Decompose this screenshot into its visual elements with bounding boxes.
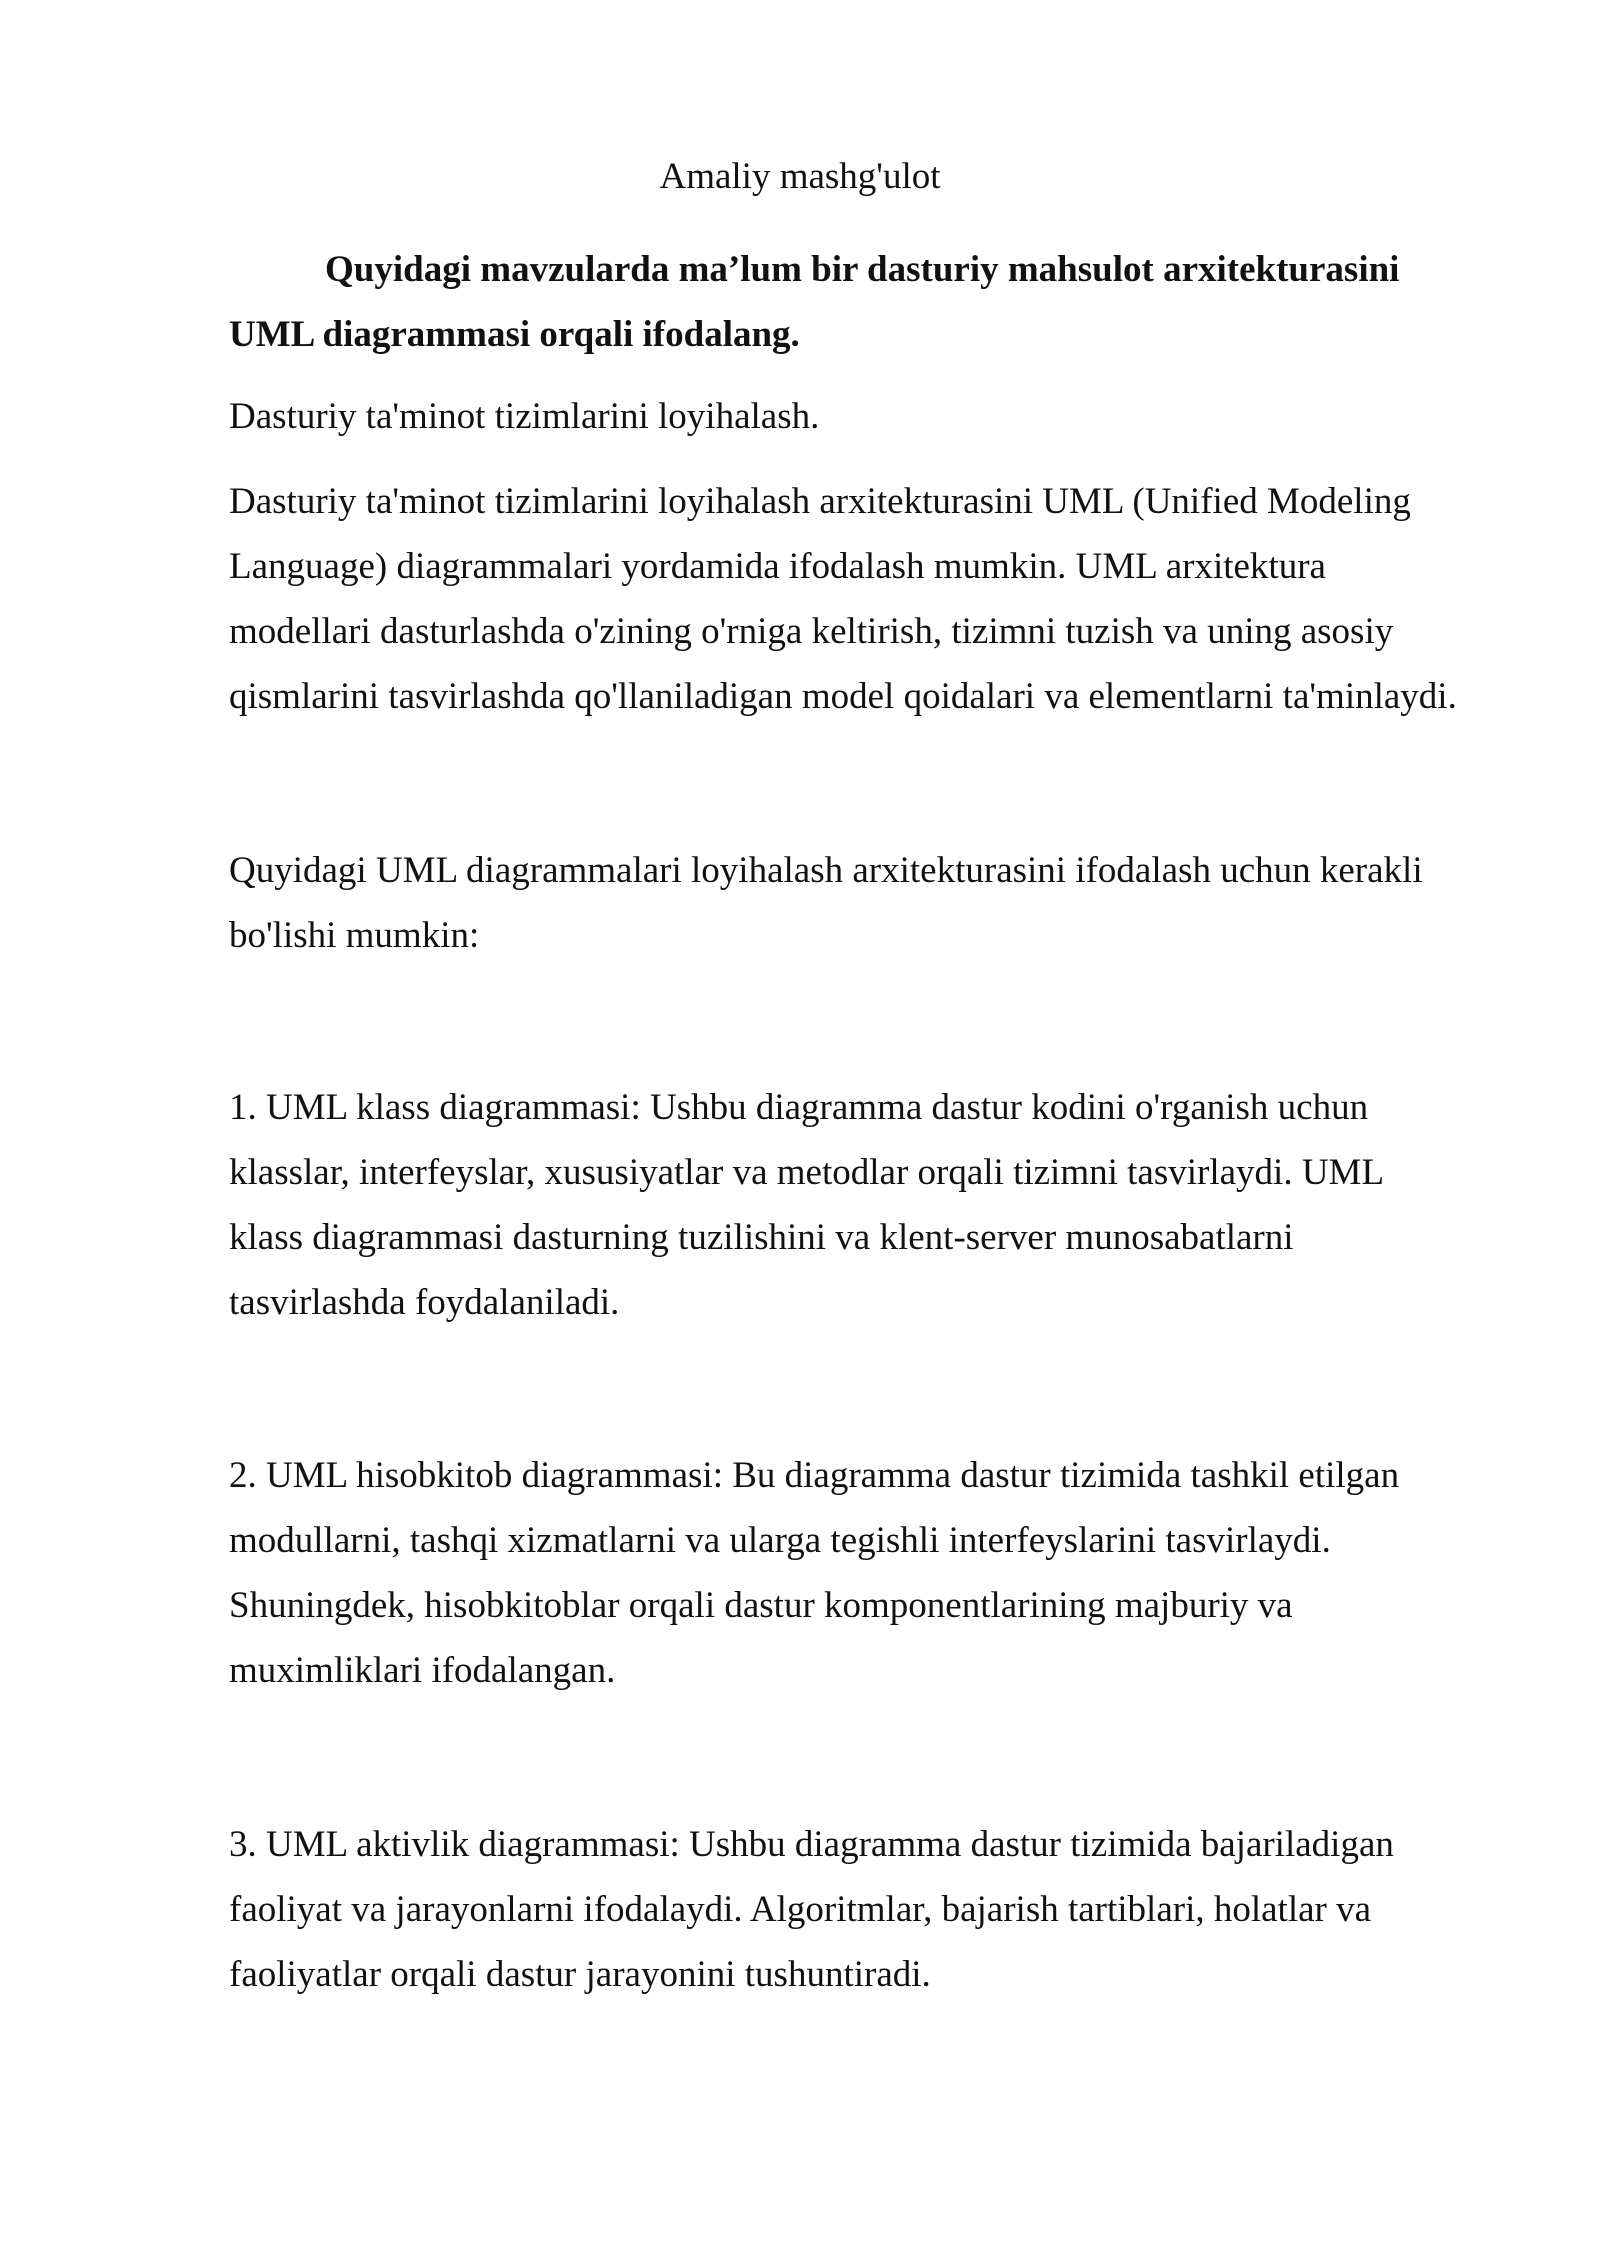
lead-paragraph <box>229 838 1469 968</box>
paragraph-line: 2. UML hisobkitob diagrammasi: Bu diagramma dastur tizimida tashkil etilgan <box>229 1455 1400 1496</box>
paragraph-line: muximliklari ifodalangan. <box>229 1650 616 1691</box>
paragraph-line: faoliyatlar orqali dastur jarayonini tushuntiradi. <box>229 1954 931 1995</box>
paragraph-line: bo'lishi mumkin: <box>229 915 480 956</box>
paragraph-line: tasvirlashda foydalaniladi. <box>229 1282 620 1323</box>
document-title: Amaliy mashg'ulot <box>659 156 941 197</box>
paragraph-line: Shuningdek, hisobkitoblar orqali dastur komponentlarining majburiy va <box>229 1585 1293 1626</box>
paragraph-line: 1. UML klass diagrammasi: Ushbu diagramma dastur kodini o'rganish uchun <box>229 1087 1369 1128</box>
paragraph-line: Dasturiy ta'minot tizimlarini loyihalash arxitekturasini UML (Unified Modeling <box>229 481 1411 522</box>
intro-paragraph <box>229 469 1469 729</box>
list-item <box>229 1443 1469 1703</box>
paragraph-line: modellari dasturlashda o'zining o'rniga keltirish, tizimni tuzish va uning asosiy <box>229 611 1394 652</box>
paragraph-line: faoliyat va jarayonlarni ifodalaydi. Algoritmlar, bajarish tartiblari, holatlar va <box>229 1889 1372 1930</box>
list-item <box>229 1075 1469 1335</box>
task-heading-line: UML diagrammasi orqali ifodalang. <box>229 314 800 355</box>
paragraph-line: Quyidagi UML diagrammalari loyihalash arxitekturasini ifodalash uchun kerakli <box>229 850 1423 891</box>
paragraph-line: klass diagrammasi dasturning tuzilishini va klent-server munosabatlarni <box>229 1217 1294 1258</box>
list-item <box>229 1812 1469 2007</box>
topic-subtitle-text: Dasturiy ta'minot tizimlarini loyihalash. <box>229 396 820 437</box>
paragraph-line: qismlarini tasvirlashda qo'llaniladigan model qoidalari va elementlarni ta'minlaydi. <box>229 676 1457 717</box>
paragraph-line: 3. UML aktivlik diagrammasi: Ushbu diagramma dastur tizimida bajariladigan <box>229 1824 1394 1865</box>
paragraph-line: klasslar, interfeyslar, xususiyatlar va metodlar orqali tizimni tasvirlaydi. UML <box>229 1152 1385 1193</box>
task-heading-line: Quyidagi mavzularda ma’lum bir dasturiy mahsulot arxitekturasini <box>325 249 1400 290</box>
task-heading <box>229 237 1429 367</box>
paragraph-line: modullarni, tashqi xizmatlarni va ularga tegishli interfeyslarini tasvirlaydi. <box>229 1520 1331 1561</box>
paragraph-line: Language) diagrammalari yordamida ifodalash mumkin. UML arxitektura <box>229 546 1326 587</box>
topic-subtitle <box>229 384 1469 449</box>
